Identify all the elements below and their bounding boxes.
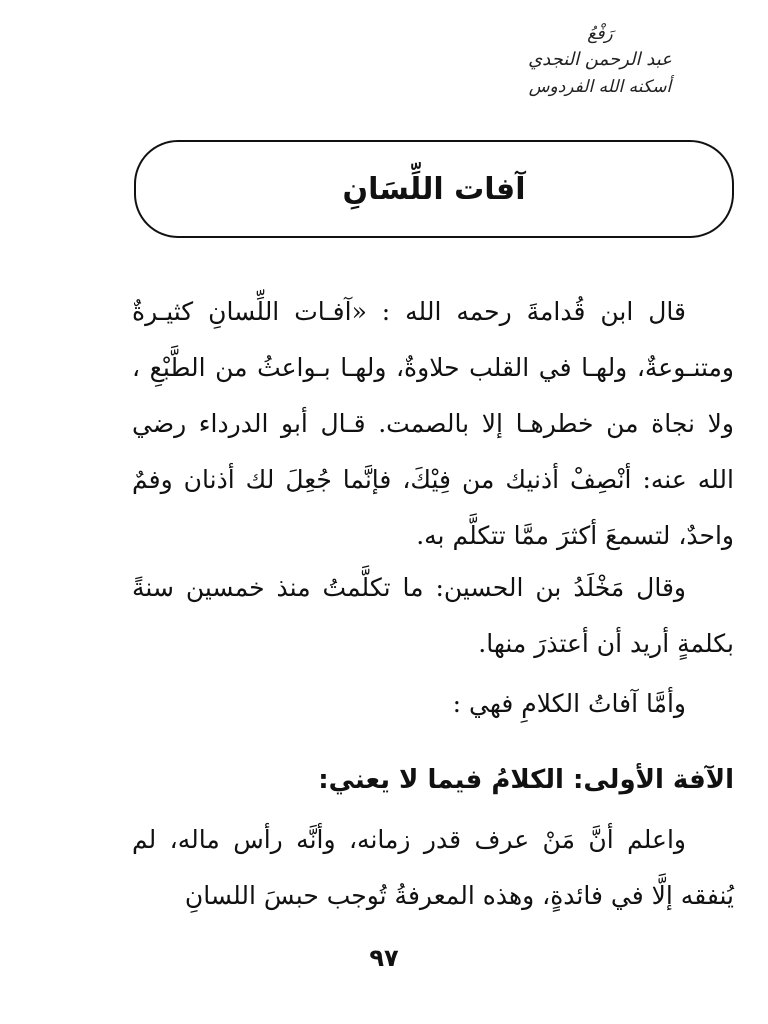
section-heading: الآفة الأولى: الكلامُ فيما لا يعني: [318,765,734,795]
paragraph-1: قال ابن قُدامةَ رحمه الله : «آفـات اللِّسانِ كثيـرةٌ ومتنـوعةٌ، ولهـا في القلب حلاوةٌ، ولهـا بـواعثُ من الطَّبْعِ ، ولا نجاة من خطرهـا إلا بالصمت. قـال أبو الدرداء رضي الله عنه: أنْصِفْ أذنيك من فِيْكَ، فإنَّما جُعِلَ لك أذنان وفمٌ واحدٌ، لتسمعَ أكثرَ ممَّا تتكلَّم به. [132,297,734,550]
paragraph-2: وقال مَخْلَدُ بن الحسين: ما تكلَّمتُ منذ خمسين سنةً بكلمةٍ أريد أن أعتذرَ منها. [132,573,734,658]
page-number: ٩٧ [369,944,399,972]
section-paragraph: واعلم أنَّ مَنْ عرف قدر زمانه، وأنَّه رأس ماله، لم يُنفقه إلَّا في فائدةٍ، وهذه المعرفةُ تُوجب حبسَ اللسانِ [132,825,734,910]
handwritten-stamp [500,22,700,100]
paragraph-3: وأمَّا آفاتُ الكلامِ فهي : [452,689,686,718]
stamp-line-2: عبد الرحمن النجدي [528,49,672,70]
page-title: آفات اللِّسَانِ [342,171,526,207]
stamp-line-3: أسكنه الله الفردوس [528,77,672,97]
title-frame [134,140,734,238]
stamp-line-1: رَفْعُ [587,24,613,44]
